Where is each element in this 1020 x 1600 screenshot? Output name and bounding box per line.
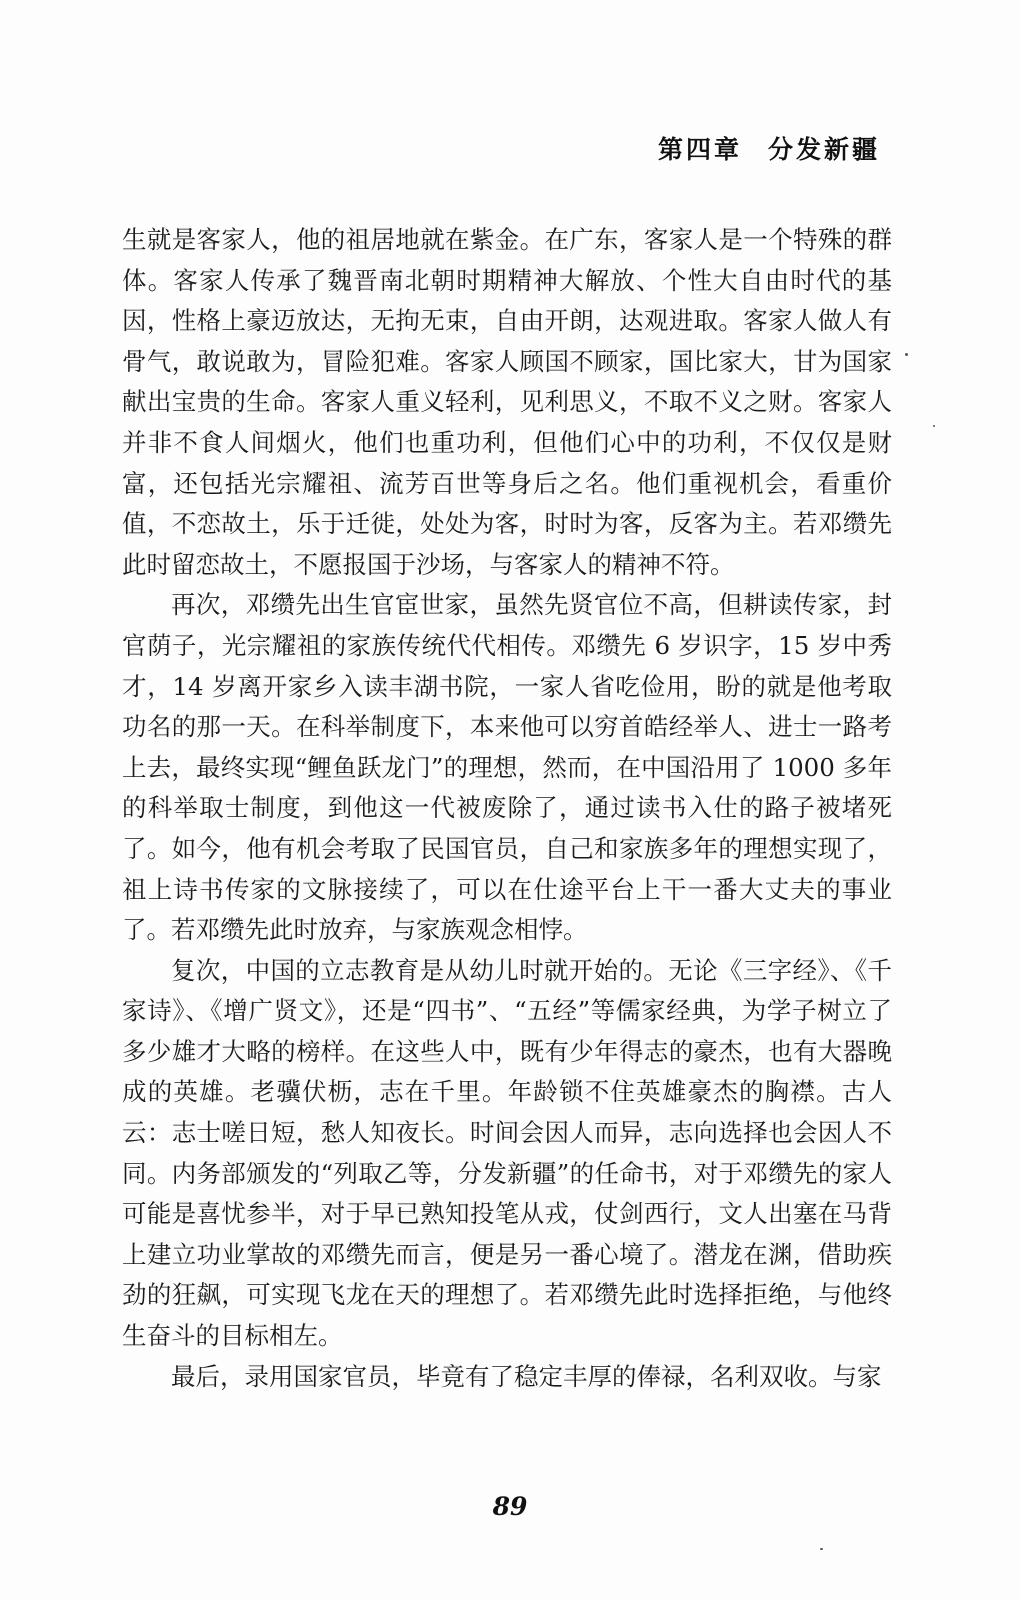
chapter-label: 第四章 [657,135,742,164]
running-head [658,130,880,166]
scan-speck [933,425,935,427]
body-text [122,220,892,1397]
paragraph: 生就是客家人，他的祖居地就在紫金。在广东，客家人是一个特殊的群体。客家人传承了魏晋南北朝时期精神大解放、个性大自由时代的基因，性格上豪迈放达，无拘无束，自由开朗，达观进取。客家人做人有骨气，敢说敢为，冒险犯难。客家人顾国不顾家，国比家大，甘为国家献出宝贵的生命。客家人重义轻利，见利思义，不取不义之财。客家人并非不食人间烟火，他们也重功利，但他们心中的功利，不仅仅是财富，还包括光宗耀祖、流芳百世等身后之名。他们重视机会，看重价值，不恋故土，乐于迁徙，处处为客，时时为客，反客为主。若邓缵先此时留恋故土，不愿报国于沙场，与客家人的精神不符。 [122,225,892,579]
paragraph: 复次，中国的立志教育是从幼儿时就开始的。无论《三字经》、《千家诗》、《增广贤文》，还是“四书”、“五经”等儒家经典，为学子树立了多少雄才大略的榜样。在这些人中，既有少年得志的豪杰，也有大器晚成的英雄。老骥伏枥，志在千里。年龄锁不住英雄豪杰的胸襟。古人云：志士嗟日短，愁人知夜长。时间会因人而异，志向选择也会因人不同。内务部颁发的“列取乙等，分发新疆”的任命书，对于邓缵先的家人可能是喜忧参半，对于早已熟知投笔从戎，仗剑西行，文人出塞在马背上建立功业掌故的邓缵先而言，便是另一番心境了。潜龙在渊，借助疾劲的狂飙，可实现飞龙在天的理想了。若邓缵先此时选择拒绝，与他终生奋斗的目标相左。 [122,955,892,1351]
scan-speck [820,1548,823,1550]
chapter-title: 分发新疆 [767,135,880,164]
page-number: 89 [492,1492,528,1521]
paragraph: 最后，录用国家官员，毕竟有了稳定丰厚的俸禄，名利双收。与家 [171,1361,882,1391]
scan-speck [905,353,908,356]
paragraph: 再次，邓缵先出生官宦世家，虽然先贤官位不高，但耕读传家，封官荫子，光宗耀祖的家族传统代代相传。邓缵先 6 岁识字，15 岁中秀才，14 岁离开家乡入读丰湖书院，一家人省吃俭用，盼的就是他考取功名的那一天。在科举制度下，本来他可以穷首皓经举人、进士一路考上去，最终实现“鲤鱼跃龙门”的理想，然而，在中国沿用了 1000 多年的科举取士制度，到他这一代被废除了，通过读书入仕的路子被堵死了。如今，他有机会考取了民国官员，自己和家族多年的理想实现了，祖上诗书传家的文脉接续了，可以在仕途平台上干一番大丈夫的事业了。若邓缵先此时放弃，与家族观念相悖。 [122,590,892,945]
